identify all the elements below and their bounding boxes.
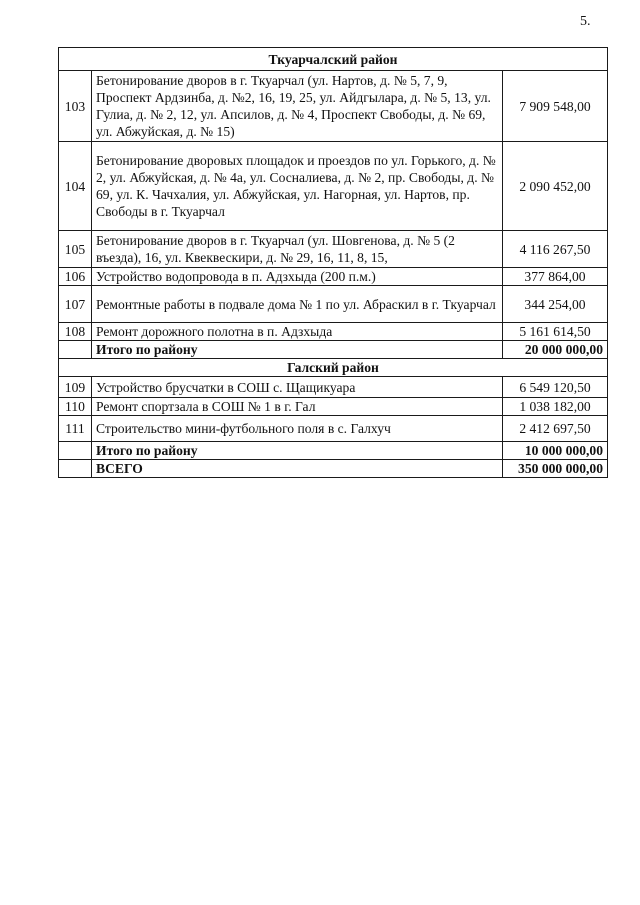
row-number: 108 — [59, 323, 92, 341]
row-number: 104 — [59, 142, 92, 231]
empty-cell — [59, 341, 92, 359]
district-name: Ткуарчалский район — [59, 48, 608, 71]
row-amount: 377 864,00 — [503, 268, 608, 286]
row-number: 107 — [59, 286, 92, 323]
total-amount: 10 000 000,00 — [503, 442, 608, 460]
row-description: Бетонирование дворовых площадок и проездов по ул. Горького, д. № 2, ул. Абжуйская, д. № 4а, ул. Сосналиева, д. № 2, пр. Свободы, д. № 69, ул. К. Чачхалия, ул. Абжуйская, ул. Нагорная, ул. Нартов, пр. Свободы в г. Ткуарчал — [92, 142, 503, 231]
row-amount: 2 090 452,00 — [503, 142, 608, 231]
row-description: Ремонтные работы в подвале дома № 1 по ул. Абраскил в г. Ткуарчал — [92, 286, 503, 323]
row-number: 103 — [59, 71, 92, 142]
table-row — [59, 231, 608, 268]
district-header-row — [59, 48, 608, 71]
row-amount: 2 412 697,50 — [503, 416, 608, 442]
total-amount: 20 000 000,00 — [503, 341, 608, 359]
row-description: Устройство брусчатки в СОШ с. Щащикуара — [92, 377, 503, 398]
page-number: 5. — [580, 14, 591, 29]
row-number: 109 — [59, 377, 92, 398]
row-amount: 5 161 614,50 — [503, 323, 608, 341]
row-amount: 344 254,00 — [503, 286, 608, 323]
row-amount: 7 909 548,00 — [503, 71, 608, 142]
district-total-row — [59, 341, 608, 359]
row-amount: 4 116 267,50 — [503, 231, 608, 268]
empty-cell — [59, 460, 92, 478]
district-name: Галский район — [59, 359, 608, 377]
district-total-row — [59, 442, 608, 460]
budget-table — [58, 47, 608, 478]
row-description: Бетонирование дворов в г. Ткуарчал (ул. Нартов, д. № 5, 7, 9, Проспект Ардзинба, д. №2, 16, 19, 25, ул. Айдгылара, д. № 5, 13, ул. Гулиа, д. № 2, 12, ул. Апсилов, д. № 4, Проспект Свободы, д. № 69, ул. Абжуйская, д. № 15) — [92, 71, 503, 142]
table-row — [59, 323, 608, 341]
table-row — [59, 142, 608, 231]
total-label: Итого по району — [92, 442, 503, 460]
table-row — [59, 377, 608, 398]
table-row — [59, 268, 608, 286]
grand-total-row — [59, 460, 608, 478]
empty-cell — [59, 442, 92, 460]
total-label: Итого по району — [92, 341, 503, 359]
grand-total-amount: 350 000 000,00 — [503, 460, 608, 478]
row-amount: 1 038 182,00 — [503, 398, 608, 416]
row-description: Ремонт спортзала в СОШ № 1 в г. Гал — [92, 398, 503, 416]
row-description: Строительство мини-футбольного поля в с. Галхуч — [92, 416, 503, 442]
district-header-row — [59, 359, 608, 377]
grand-total-label: ВСЕГО — [92, 460, 503, 478]
row-description: Устройство водопровода в п. Адзхыда (200 п.м.) — [92, 268, 503, 286]
table-row — [59, 286, 608, 323]
table-row — [59, 71, 608, 142]
row-number: 105 — [59, 231, 92, 268]
row-amount: 6 549 120,50 — [503, 377, 608, 398]
row-description: Бетонирование дворов в г. Ткуарчал (ул. Шовгенова, д. № 5 (2 въезда), 16, ул. Квеквескири, д. № 29, 16, 11, 8, 15, — [92, 231, 503, 268]
row-description: Ремонт дорожного полотна в п. Адзхыда — [92, 323, 503, 341]
row-number: 106 — [59, 268, 92, 286]
table-row — [59, 398, 608, 416]
row-number: 110 — [59, 398, 92, 416]
row-number: 111 — [59, 416, 92, 442]
table-row — [59, 416, 608, 442]
